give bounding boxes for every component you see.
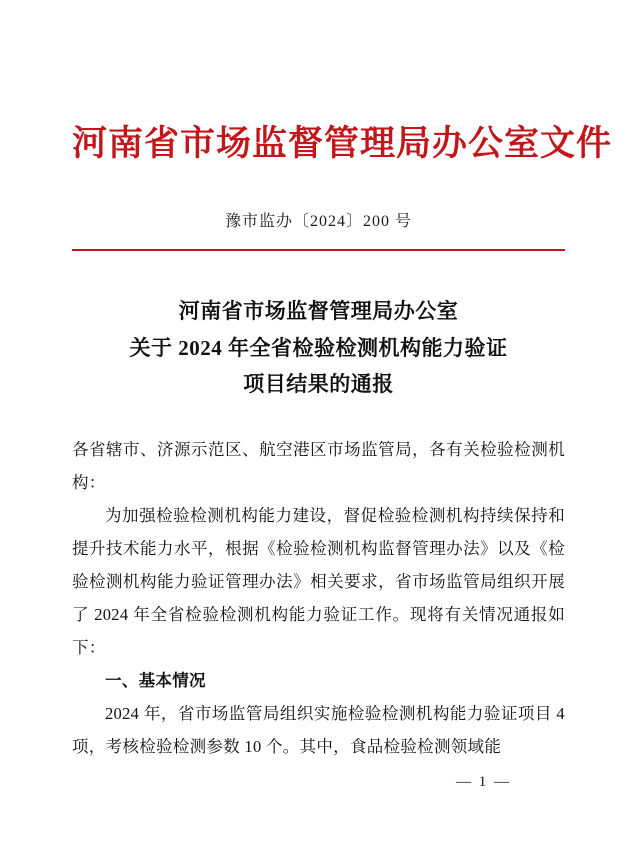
document-content (72, 433, 565, 763)
page-number-text: — 1 — (456, 774, 511, 790)
paragraph-recipients: 各省辖市、济源示范区、航空港区市场监管局，各有关检验检测机构： (72, 440, 565, 492)
section-heading-basic-situation: 一、基本情况 (105, 671, 206, 690)
document-number: 豫市监办〔2024〕200 号 (224, 212, 412, 230)
red-divider-rule (72, 249, 565, 251)
document-title-line-3: 项目结果的通报 (243, 372, 394, 397)
page-number (0, 774, 637, 791)
document-title-block (72, 293, 565, 403)
document-body (72, 0, 613, 859)
paragraph-background: 为加强检验检测机构能力建设，督促检验检测机构持续保持和提升技术能力水平，根据《检验检测机构监督管理办法》以及《检验检测机构能力验证管理办法》相关要求，省市场监管局组织开展了 2024 年全省检验检测机构能力验证工作。现将有关情况通报如下： (72, 506, 565, 657)
document-title-line-2: 关于 2024 年全省检验检测机构能力验证 (129, 335, 508, 360)
document-masthead-title: 河南省市场监督管理局办公室文件 (72, 123, 613, 164)
document-title-line-1: 河南省市场监督管理局办公室 (178, 298, 459, 323)
paragraph-basic-situation: 2024 年，省市场监管局组织实施检验检测机构能力验证项目 4 项，考核检验检测参数 10 个。其中，食品检验检测领域能 (72, 704, 565, 756)
